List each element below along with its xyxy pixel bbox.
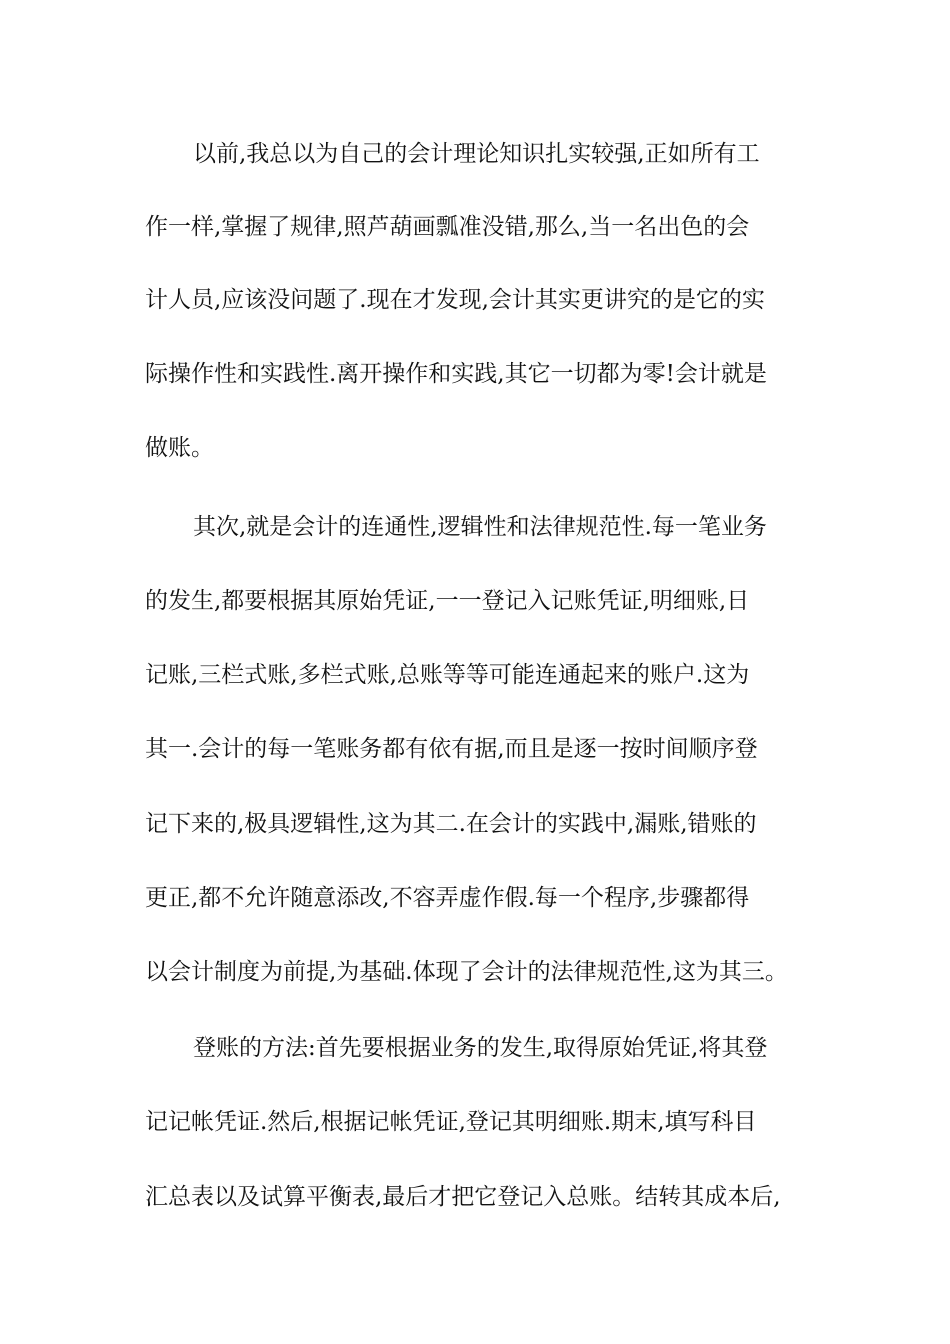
paragraph-2-line-6 [0,878,950,918]
text-line: 际操作性和实践性.离开操作和实践,其它一切都为零!会计就是 [145,361,767,387]
paragraph-1-line-3 [0,280,950,320]
text-line: 记下来的,极具逻辑性,这为其二.在会计的实践中,漏账,错账的 [145,811,757,837]
paragraph-2-line-1 [0,507,950,547]
text-line: 以前,我总以为自己的会计理论知识扎实较强,正如所有工 [193,141,760,167]
text-line: 做账。 [145,435,214,461]
text-line: 更正,都不允许随意添改,不容弄虚作假.每一个程序,步骤都得 [145,885,750,911]
paragraph-1-line-4 [0,354,950,394]
paragraph-3-line-1 [0,1028,950,1068]
paragraph-3-line-2 [0,1102,950,1142]
text-line: 登账的方法:首先要根据业务的发生,取得原始凭证,将其登 [193,1035,768,1061]
paragraph-2-line-3 [0,655,950,695]
text-line: 记账,三栏式账,多栏式账,总账等等可能连通起来的账户.这为 [145,662,750,688]
text-line: 汇总表以及试算平衡表,最后才把它登记入总账。结转其成本后, [145,1184,781,1210]
paragraph-2-line-4 [0,729,950,769]
paragraph-1-line-5 [0,428,950,468]
paragraph-1-line-1 [0,134,950,174]
paragraph-2-line-7 [0,952,950,992]
paragraph-3-line-3 [0,1177,950,1217]
text-line: 作一样,掌握了规律,照芦葫画瓢准没错,那么,当一名出色的会 [145,214,750,240]
text-line: 记记帐凭证.然后,根据记帐凭证,登记其明细账.期末,填写科目 [145,1109,757,1135]
text-line: 其次,就是会计的连通性,逻辑性和法律规范性.每一笔业务 [193,514,767,540]
paragraph-1-line-2 [0,207,950,247]
text-line: 计人员,应该没问题了.现在才发现,会计其实更讲究的是它的实 [145,287,765,313]
text-line: 其一.会计的每一笔账务都有依有据,而且是逐一按时间顺序登 [145,736,758,762]
paragraph-2-line-5 [0,804,950,844]
text-line: 以会计制度为前提,为基础.体现了会计的法律规范性,这为其三。 [145,959,788,985]
paragraph-2-line-2 [0,581,950,621]
text-line: 的发生,都要根据其原始凭证,一一登记入记账凭证,明细账,日 [145,588,750,614]
